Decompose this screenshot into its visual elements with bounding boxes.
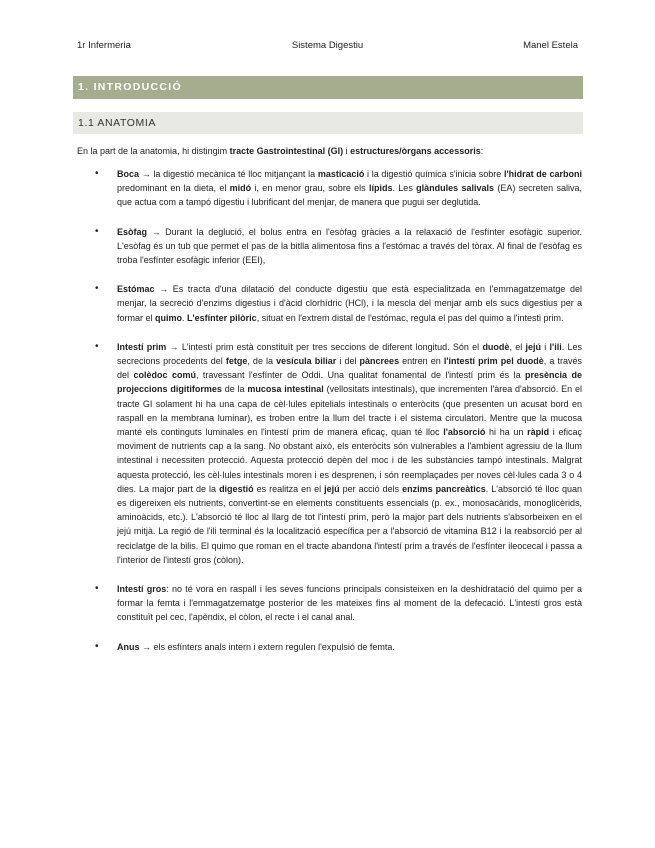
bold-term: L'esfínter pilòric [187,312,257,323]
text-run: → L'intestí prim està constituït per tres seccions de diferent longitud. Són el [166,341,483,352]
subsection-heading: 1.1 ANATOMIA [73,112,583,134]
bold-term: digestió [219,483,254,494]
text-run: En la part de la anatomia, hi distingim [77,146,230,156]
text-run: (EA) secreten saliva, que actua com a tampó digestiu i lubrificant del menjar, de manera que pugui ser deglutida. [117,183,582,208]
text-run: , situat en l'extrem distal de l'estómac, regula el pas del quimo a l'intesti prim. [256,312,564,323]
text-run: . [182,312,188,323]
text-run: → Es tracta d'una dilatació del conducte digestiu que està especialitzada en l'emmagatzematge del menjar, la secreció d'enzims digestius i d'àcid clorhídric (HCl), i la mescla del menjar amb els sucs digestius per a formar el [117,284,582,323]
bold-term: presència de projeccions digitiformes [117,370,583,395]
text-run: es realitza en el [253,483,325,494]
bold-term: pàncrees [359,356,400,367]
text-run: . L'absorció té lloc quan es digereixen els nutrients, convertint-se en elements constituents essencials (p. ex., monosacàrids, monoglicèrids, aminoàcids, etc.). L'absorció té lloc al llarg de tot l'intestí prim, però la major part dels nutrients s'absorbeixen en el jejú mitjà. La regió de l'ili terminal és la localització específica per a l'absorció de vitamina B12 i la reabsorció per al reciclatge de la bilis. El quimo que roman en el tracte abandona l'intestí prim a través de l'esfínter ileocecal i passa a l'interior de l'intestí gros (còlon). [117,483,582,565]
bold-term: lípids [368,183,393,194]
text-run: (vellositats intestinals), que incrementen l'àrea d'absorció. En el tracte GI solament hi ha una capa de cèl·lules epitelials intestinals o enteròcits (que presenten un acusat bord en raspall en la membrana luminar), es troben entre la llum del tracte i el sistema circulatori. Mentre que la mucosa manté els continguts luminales en l'intestí prim de manera eficaç, quan té lloc [117,384,582,438]
text-run: i [343,146,351,156]
intro-paragraph [77,145,582,159]
header-author: Manel Estela [523,40,578,51]
list-item-intesti-prim [77,340,582,567]
bold-term: Anus [117,641,140,652]
bold-term: Boca [117,169,140,179]
text-run: . Les [392,183,417,194]
text-run: : no té vora en raspall i les seves funcions principals consisteixen en la deshidratació del quimo per a formar la femta i l'emmagatzematge posterior de les mateixes fins al moment de la defecació. L'intestí gros està constituït pel cec, l'apèndix, el còlon, el recte i el canal anal. [117,584,582,623]
bold-term: l'ili [549,341,562,352]
bold-term: mucosa intestinal [247,384,324,395]
bold-term: l'hidrat de carboni [503,169,582,179]
text-run: i [541,341,550,352]
list-item-anus [77,640,582,654]
bold-term: colèdoc comú [133,370,196,381]
text-run: i eficaç moviment de nutrients cap a la sang. No obstant això, els enteròcits són vulnerables a l'ambient agressiu de la llum intestinal i necessiten protecció. Aquesta protecció depèn del moc i de les substàncies tampó intestinals. Malgrat aquesta protecció, les cèl·lules intestinals moren i es desprenen, i són reemplaçades per noves cèl·lules cada 3 o 4 dies. La major part de la [117,427,582,494]
bold-term: Intestí prim [117,341,167,352]
text-run: predominant en la dieta, el [117,183,230,194]
text-run: i, en menor grau, sobre els [251,183,369,194]
text-run: entren en [399,356,444,367]
bold-term: l'absorció [443,427,486,438]
text-run: , travessant l'esfínter de Oddi. Una qualitat fonamental de l'intestí prim és la [195,370,526,381]
bold-term: fetge [225,356,248,367]
text-run: de la [221,384,248,395]
text-run: → Durant la deglució, el bolus entra en l'esòfag gràcies a la relaxació de l'esfínter esofàgic superior. L'esòfag és un tub que permet el pas de la bitlla alimentosa fins a l'estómac a través del tòrax. Al final de l'esòfag es troba l'esfínter esofàgic inferior (EEI), [117,226,582,266]
text-run: , de la [247,356,277,367]
text-run: → els esfínters anals intern i extern regulen l'expulsió de femta. [139,641,395,652]
bold-term: jejú [525,341,541,352]
page-header [77,40,578,52]
text-run: hi ha un [485,427,528,438]
list-item-intesti-gros [77,582,582,625]
text-run: → la digestió mecànica té lloc mitjançant la [139,169,318,179]
bold-term: quimo [155,312,183,323]
bold-term: glàndules salivals [416,183,494,194]
text-run: i del [336,356,360,367]
text-run: , el [509,341,526,352]
bold-term: Estómac [117,284,155,295]
bold-term: duodè [482,341,510,352]
header-subject: Sistema Digestiu [291,40,364,51]
bold-term: ràpid [527,427,550,438]
bold-term: jejú [324,483,340,494]
text-run: , a través del [117,356,582,381]
bold-term: vesícula biliar [276,356,337,367]
anatomy-list [77,167,582,669]
text-run: : [480,146,484,156]
bold-term: estructures/òrgans accessoris [350,146,481,156]
bold-term: enzims pancreàtics [402,483,486,494]
bold-term: l'intestí prim pel duodè [443,356,544,367]
bold-term: Esòfag [117,226,148,237]
bold-term: masticació [317,169,365,179]
header-course: 1r Infermeria [77,40,131,51]
list-item-esofag [77,225,582,268]
text-run: per acció dels [339,483,403,494]
section-heading: 1. INTRODUCCIÓ [73,76,583,99]
bold-term: Intestí gros [117,584,167,595]
bold-term: midó [229,183,252,194]
list-item-estomac [77,282,582,325]
bold-term: tracte Gastrointestinal (GI) [229,146,344,156]
text-run: . Les secrecions procedents del [117,341,582,367]
list-item-boca [77,167,582,210]
text-run: i la digestió química s'inicia sobre [364,169,504,179]
